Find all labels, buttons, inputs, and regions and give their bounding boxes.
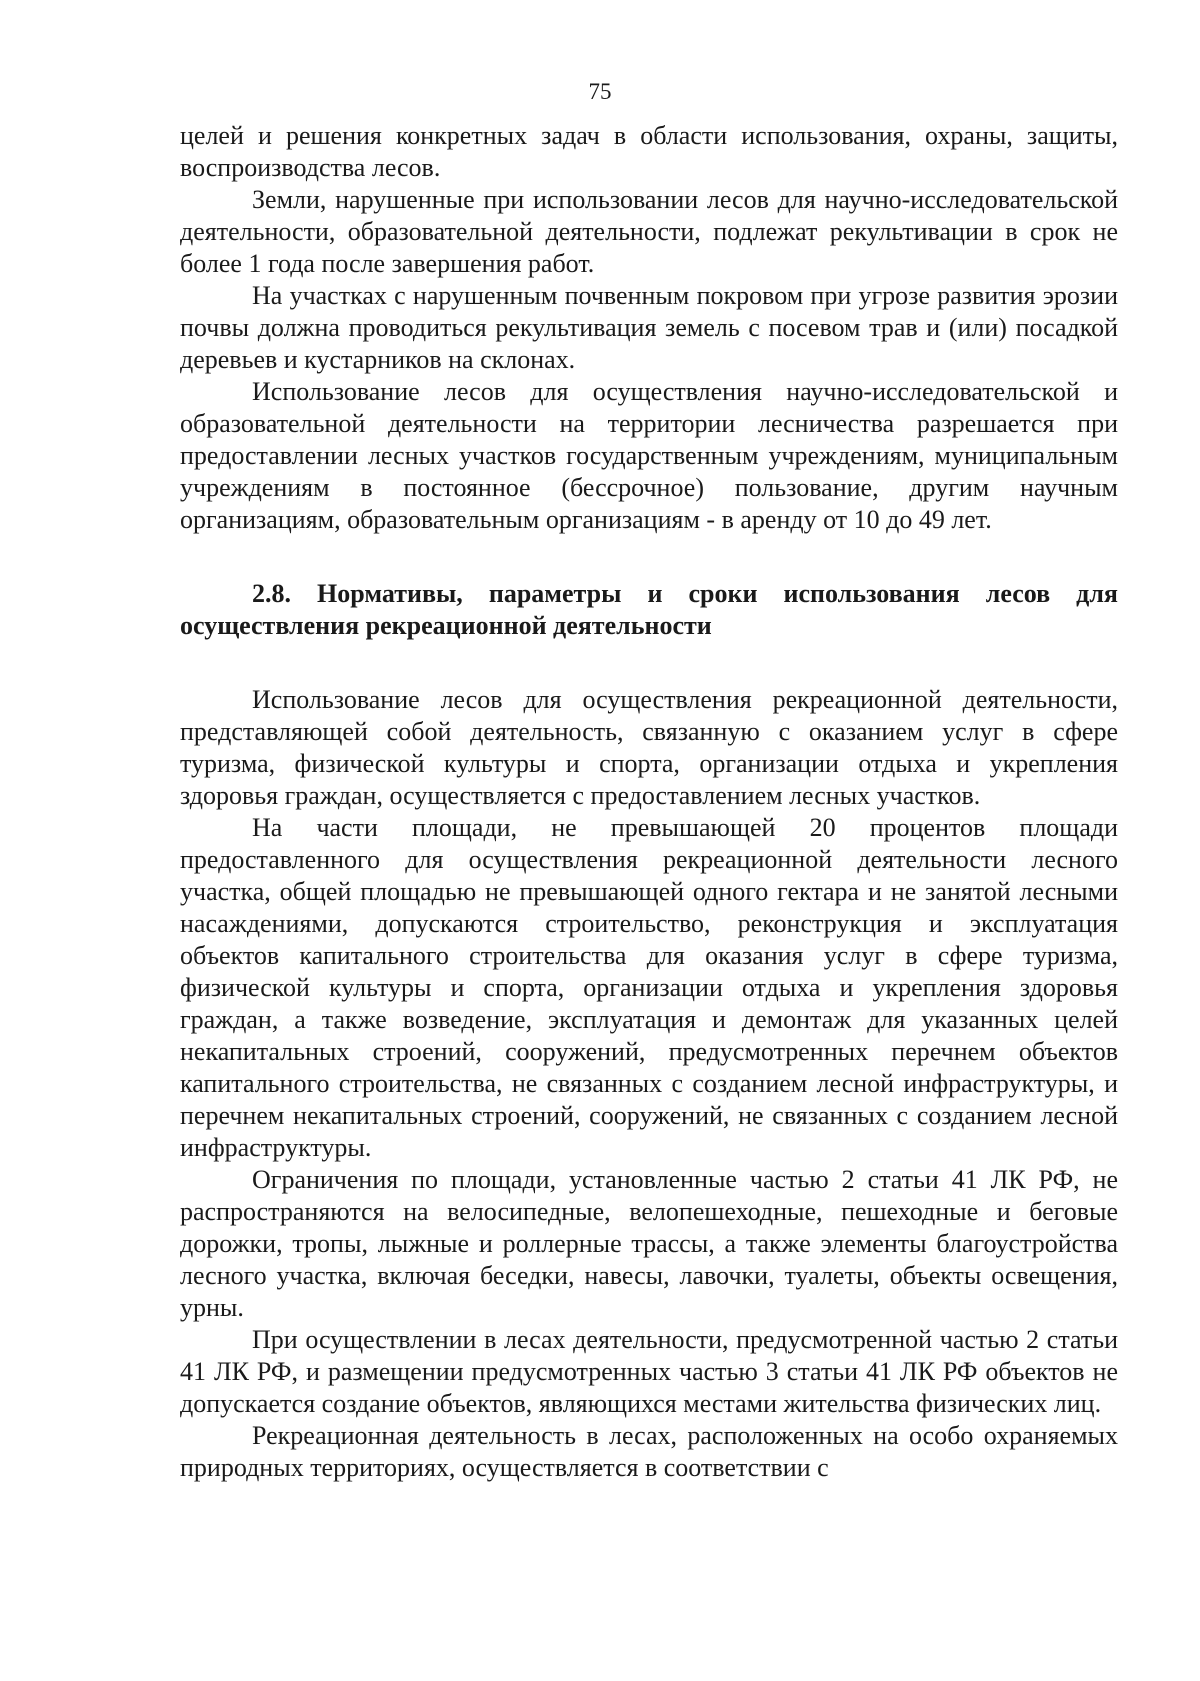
section-heading: 2.8. Нормативы, параметры и сроки использования лесов для осуществления рекреационной деятельности [180,579,1118,640]
paragraph: На участках с нарушенным почвенным покровом при угрозе развития эрозии почвы должна проводиться рекультивация земель с посевом трав и (или) посадкой деревьев и кустарников на склонах. [180,281,1118,374]
paragraph: целей и решения конкретных задач в области использования, охраны, защиты, воспроизводства лесов. [180,121,1118,182]
paragraph: Земли, нарушенные при использовании лесов для научно-исследовательской деятельности, образовательной деятельности, подлежат рекультивации в срок не более 1 года после завершения работ. [180,185,1118,278]
paragraph: На части площади, не превышающей 20 процентов площади предоставленного для осуществления рекреационной деятельности лесного участка, общей площадью не превышающей одного гектара и не занятой лесными насаждениями, допускаются строительство, реконструкция и эксплуатация объектов капитального строительства для оказания услуг в сфере туризма, физической культуры и спорта, организации отдыха и укрепления здоровья граждан, а также возведение, эксплуатация и демонтаж для указанных целей некапитальных строений, сооружений, предусмотренных перечнем объектов капитального строительства, не связанных с созданием лесной инфраструктуры, и перечнем некапитальных строений, сооружений, не связанных с созданием лесной инфраструктуры. [180,813,1118,1162]
paragraph: Использование лесов для осуществления рекреационной деятельности, представляющей собой деятельность, связанную с оказанием услуг в сфере туризма, физической культуры и спорта, организации отдыха и укрепления здоровья граждан, осуществляется с предоставлением лесных участков. [180,685,1118,810]
paragraph: Ограничения по площади, установленные частью 2 статьи 41 ЛК РФ, не распространяются на велосипедные, велопешеходные, пешеходные и беговые дорожки, тропы, лыжные и роллерные трассы, а также элементы благоустройства лесного участка, включая беседки, навесы, лавочки, туалеты, объекты освещения, урны. [180,1165,1118,1322]
page-body [180,120,1118,1484]
page-number: 75 [588,79,612,104]
paragraph: Рекреационная деятельность в лесах, расположенных на особо охраняемых природных территориях, осуществляется в соответствии с [180,1421,1118,1482]
paragraph: При осуществлении в лесах деятельности, предусмотренной частью 2 статьи 41 ЛК РФ, и размещении предусмотренных частью 3 статьи 41 ЛК РФ объектов не допускается создание объектов, являющихся местами жительства физических лиц. [180,1325,1118,1418]
paragraph: Использование лесов для осуществления научно-исследовательской и образовательной деятельности на территории лесничества разрешается при предоставлении лесных участков государственным учреждениям, муниципальным учреждениям в постоянное (бессрочное) пользование, другим научным организациям, образовательным организациям - в аренду от 10 до 49 лет. [180,377,1118,534]
